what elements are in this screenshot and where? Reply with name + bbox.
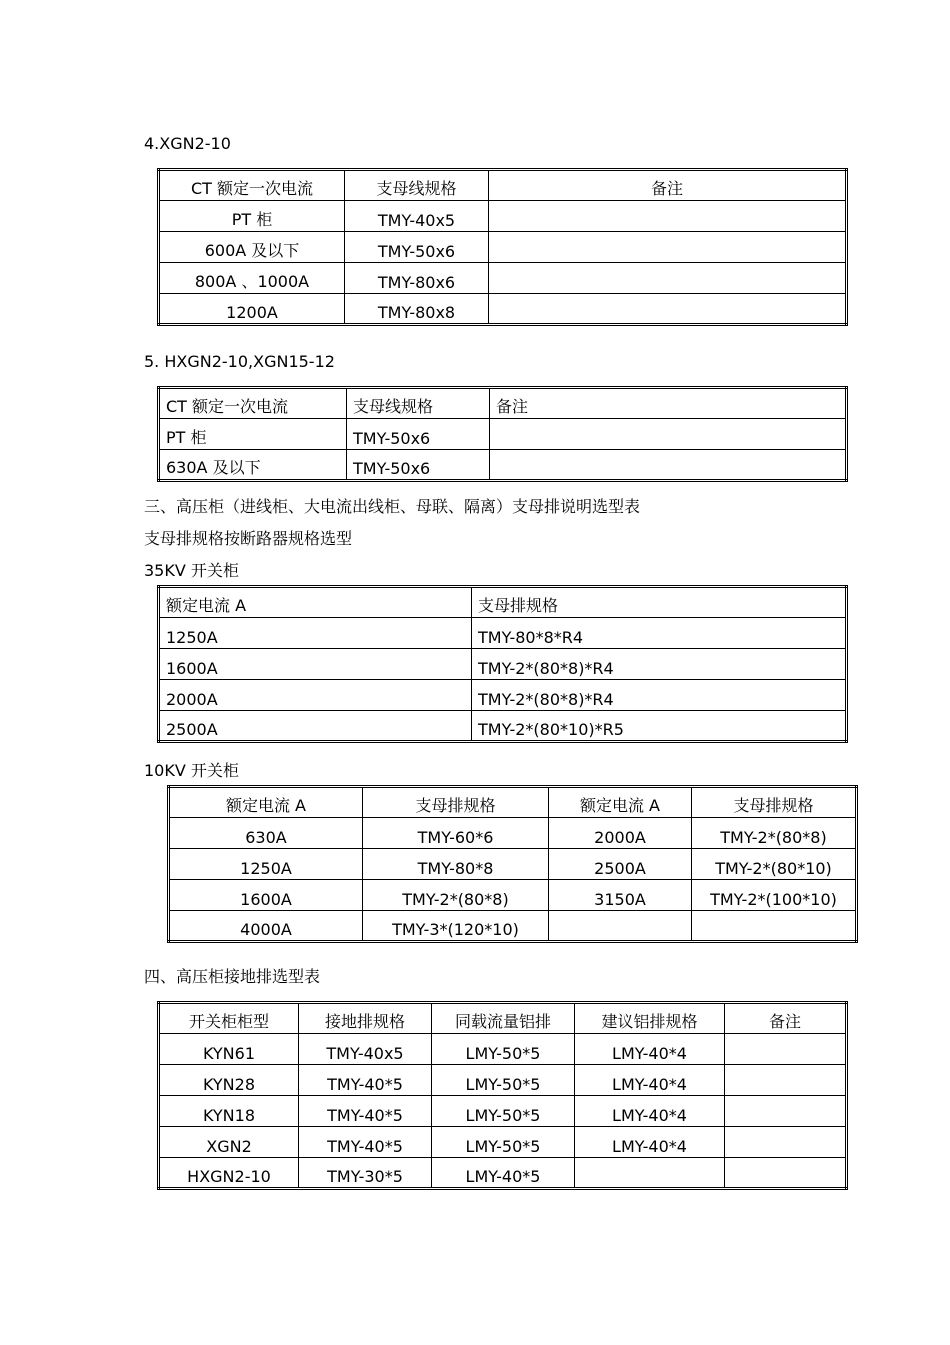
header-cell: 支母线规格	[345, 170, 489, 201]
section-title-35kv: 35KV 开关柜	[144, 561, 239, 580]
table-cell: KYN18	[159, 1096, 299, 1127]
table-row	[159, 294, 847, 325]
table-row	[159, 201, 847, 232]
table-cell	[490, 419, 847, 450]
table-cell: 1200A	[159, 294, 345, 325]
table-cell: LMY-50*5	[432, 1096, 575, 1127]
table-cell: LMY-40*4	[575, 1096, 725, 1127]
table-cell: 630A 及以下	[159, 450, 347, 481]
table-header-row	[159, 1003, 847, 1034]
table-cell: KYN61	[159, 1034, 299, 1065]
table-cell: TMY-80x8	[345, 294, 489, 325]
header-cell: 支母排规格	[472, 587, 847, 618]
table-row	[159, 1096, 847, 1127]
table-cell	[725, 1096, 847, 1127]
table-cell: TMY-40x5	[299, 1034, 432, 1065]
table-cell: TMY-50x6	[345, 232, 489, 263]
table-cell	[489, 294, 847, 325]
table-cell: 2000A	[159, 680, 472, 711]
table-cell: LMY-40*5	[432, 1158, 575, 1189]
table-row	[159, 1065, 847, 1096]
table-row	[169, 849, 857, 880]
table-header-row	[159, 388, 847, 419]
table-row	[159, 649, 847, 680]
table-row	[159, 419, 847, 450]
section-title-hxgn2: 5. HXGN2-10,XGN15-12	[144, 352, 335, 371]
table-cell: TMY-2*(80*8)*R4	[472, 680, 847, 711]
header-cell: 备注	[489, 170, 847, 201]
table-cell: PT 柜	[159, 419, 347, 450]
header-cell: 接地排规格	[299, 1003, 432, 1034]
table-cell: LMY-40*4	[575, 1127, 725, 1158]
table-cell	[489, 263, 847, 294]
table-cell: 1250A	[169, 849, 363, 880]
table-header-row	[159, 170, 847, 201]
table-cell: TMY-50x6	[347, 450, 490, 481]
table-cell: 2500A	[159, 711, 472, 742]
section-title-xgn2: 4.XGN2-10	[144, 134, 231, 153]
table-cell: TMY-3*(120*10)	[363, 911, 549, 942]
table-row	[159, 450, 847, 481]
table-cell: TMY-40*5	[299, 1096, 432, 1127]
table-cell	[575, 1158, 725, 1189]
table-cell: TMY-80*8	[363, 849, 549, 880]
section-title-hv-cabinet: 三、高压柜（进线柜、大电流出线柜、母联、隔离）支母排说明选型表	[144, 497, 641, 516]
table-header-row	[169, 787, 857, 818]
table-cell: LMY-50*5	[432, 1065, 575, 1096]
table-cell: XGN2	[159, 1127, 299, 1158]
table-cell: 1600A	[159, 649, 472, 680]
table-cell: TMY-40*5	[299, 1127, 432, 1158]
table-cell: LMY-50*5	[432, 1127, 575, 1158]
table-cell: TMY-40x5	[345, 201, 489, 232]
table-cell: TMY-2*(80*8)*R4	[472, 649, 847, 680]
table-cell: 600A 及以下	[159, 232, 345, 263]
table-cell: LMY-50*5	[432, 1034, 575, 1065]
section-title-grounding: 四、高压柜接地排选型表	[144, 967, 321, 986]
table-row	[159, 232, 847, 263]
header-cell: 开关柜柜型	[159, 1003, 299, 1034]
table-header-row	[159, 587, 847, 618]
header-cell: 额定电流 A	[169, 787, 363, 818]
table-row	[169, 911, 857, 942]
header-cell: 额定电流 A	[159, 587, 472, 618]
table-xgn2	[157, 168, 848, 326]
table-cell: 3150A	[549, 880, 692, 911]
table-cell: TMY-60*6	[363, 818, 549, 849]
table-cell: 4000A	[169, 911, 363, 942]
table-35kv	[157, 585, 848, 743]
table-cell	[489, 201, 847, 232]
table-cell: LMY-40*4	[575, 1034, 725, 1065]
table-cell: TMY-2*(80*10)*R5	[472, 711, 847, 742]
table-cell: TMY-80x6	[345, 263, 489, 294]
table-cell	[725, 1127, 847, 1158]
table-cell: LMY-40*4	[575, 1065, 725, 1096]
table-cell	[692, 911, 857, 942]
table-hxgn2	[157, 386, 848, 482]
table-row	[159, 1127, 847, 1158]
table-row	[169, 818, 857, 849]
header-cell: 额定电流 A	[549, 787, 692, 818]
header-cell: CT 额定一次电流	[159, 388, 347, 419]
table-row	[159, 618, 847, 649]
table-cell: 1600A	[169, 880, 363, 911]
header-cell: 备注	[490, 388, 847, 419]
table-10kv	[167, 785, 858, 943]
header-cell: 同载流量铝排	[432, 1003, 575, 1034]
section-title-10kv: 10KV 开关柜	[144, 761, 239, 780]
header-cell: 支母排规格	[363, 787, 549, 818]
table-cell	[725, 1158, 847, 1189]
table-cell: TMY-80*8*R4	[472, 618, 847, 649]
table-cell: TMY-30*5	[299, 1158, 432, 1189]
table-cell	[490, 450, 847, 481]
table-cell: KYN28	[159, 1065, 299, 1096]
header-cell: 支母排规格	[692, 787, 857, 818]
table-grounding	[157, 1001, 848, 1190]
table-cell: 2500A	[549, 849, 692, 880]
table-cell: TMY-2*(80*8)	[363, 880, 549, 911]
table-cell: 630A	[169, 818, 363, 849]
table-row	[159, 680, 847, 711]
header-cell: 备注	[725, 1003, 847, 1034]
table-cell: HXGN2-10	[159, 1158, 299, 1189]
table-cell: TMY-50x6	[347, 419, 490, 450]
table-cell: 800A 、1000A	[159, 263, 345, 294]
header-cell: 支母线规格	[347, 388, 490, 419]
section-subtitle: 支母排规格按断路器规格选型	[144, 529, 353, 548]
table-row	[159, 1034, 847, 1065]
table-cell: PT 柜	[159, 201, 345, 232]
table-cell	[549, 911, 692, 942]
table-cell	[725, 1065, 847, 1096]
table-cell: TMY-40*5	[299, 1065, 432, 1096]
table-cell	[489, 232, 847, 263]
table-row	[159, 711, 847, 742]
table-row	[159, 1158, 847, 1189]
header-cell: 建议铝排规格	[575, 1003, 725, 1034]
table-cell: TMY-2*(80*8)	[692, 818, 857, 849]
header-cell: CT 额定一次电流	[159, 170, 345, 201]
table-cell: 1250A	[159, 618, 472, 649]
table-cell: TMY-2*(100*10)	[692, 880, 857, 911]
table-row	[159, 263, 847, 294]
table-cell: TMY-2*(80*10)	[692, 849, 857, 880]
table-cell	[725, 1034, 847, 1065]
table-cell: 2000A	[549, 818, 692, 849]
table-row	[169, 880, 857, 911]
